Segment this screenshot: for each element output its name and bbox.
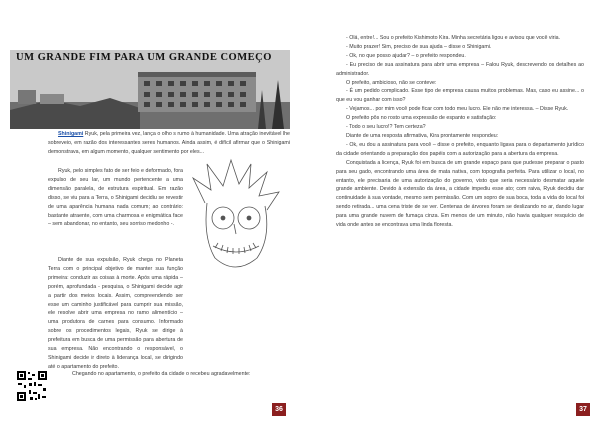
paragraph: - Olá, entre!... Sou o prefeito Kishimoto Kira. Minha secretária ligou e avisou que você viria. xyxy=(346,35,561,41)
banner-title: UM GRANDE FIM PARA UM GRANDE COMEÇO xyxy=(16,52,272,63)
paragraph-text: Ryuk, pela primeira vez, lança o olho s rumo à humanidade. Uma atração inevitável lhe sobreveio, em razão dos interessantes seres humanos. Ainda assim, é difícil afirmar que o Shinigami demonstrava, em algum momento, qualquer sentimento por eles... xyxy=(48,131,290,155)
paragraph: Diante de sua expulsão, Ryuk chega no Planeta Terra com o principal objetivo de manter sua função primeira: conduzir as coisas à morte. Após uma rápida – porém, aprofundada - pesquisa, o Shinigami decide agir a partir dos meios locais. Assim, compreendendo ser esse um caminho justificável para cumprir sua missão, ele resolve abrir uma empresa no ramo alimentício – uma produtora de carnes para consumo. Informado sobre os procedimentos legais, Ryuk se dirige à prefeitura em busca de uma permissão para abertura de sua empresa. Não encontrando o responsável, o Shinigami decide ir direto à liderança local, se dirigindo até o apartamento do prefeito. xyxy=(48,257,183,370)
ryuk-sketch-illustration xyxy=(185,158,285,288)
shinigami-link[interactable]: Shinigami xyxy=(58,131,84,137)
paragraph: O prefeito pôs no rosto uma expressão de espanto e satisfação: xyxy=(346,115,497,122)
qr-code xyxy=(16,370,48,402)
left-body-top xyxy=(48,130,290,157)
paragraph: - Vejamos... por mim você pode ficar com todo meu lucro. Ele não me interessa. – Disse Ryuk. xyxy=(346,106,569,113)
chapter-banner xyxy=(10,50,290,129)
paragraph: O prefeito, ambicioso, não se conteve: xyxy=(346,79,437,86)
paragraph: - É um pedido complicado. Esse tipo de empresa causa muitos problemas. Mas, caso eu assine... o que eu vou ganhar com isso? xyxy=(336,88,584,104)
left-body-final xyxy=(62,370,290,379)
paragraph: - Ok, no que posso ajudar? – o prefeito respondeu. xyxy=(346,52,466,59)
right-body xyxy=(336,34,584,230)
paragraph: Chegando no apartamento, o prefeito da cidade o recebeu agradavelmente: xyxy=(72,371,251,377)
paragraph: - Ok, eu dou a assinatura para você – disse o prefeito, enquanto ligava para o departamento jurídico da cidade orientando a preparação dos papéis com a autorização para a abertura da empresa. xyxy=(336,141,584,157)
right-page xyxy=(300,0,600,424)
paragraph: - Eu preciso de sua assinatura para abrir uma empresa – Falou Ryuk, descrevendo os detalhes ao administrador. xyxy=(336,61,584,77)
paragraph: Diante de uma resposta afirmativa, Kira prontamente respondeu: xyxy=(346,132,499,139)
paragraph: Conquistada a licença, Ryuk foi em busca de um grande espaço para que pudesse preparar o pasto para seu gado, encontrando uma área de mata nativa, com topografia perfeita. Para utilizar o local, no entanto, ele precisaria de uma autorização do governo, visto que seria necessário desmatar aquele grande ambiente. Devido à extensão da área, a cidade impediu esse ato; com raiva, Ryuk decidiu dar continuidade à sua vontade, mesmo sem permissão. Com um sopro de sua boca, toda a vida do local foi sendo retirada... uma cena triste de se ver. Centenas de árvores foram se deslizando no ar, dando lugar para uma grande nuvem de fumaça cinza. Em menos de um minuto, não havia qualquer resquício de vida onde antes se encontrava uma linda floresta. xyxy=(336,159,584,229)
left-body-narrow xyxy=(48,167,183,229)
paragraph: Ryuk, pelo simples fato de ser feio e deformado, fora expulso de seu lar, um mundo pertencente a uma dimensão paralela, de estrutura espiritual. Em razão disso, se viu para a Terra, o Shinigami decidiu se revestir de uma aparência humana nada comum; ao contrário: bastante atraente, com uma charmosa e enigmática face – sem abandonar, no entanto, seu sorriso medonho -. xyxy=(48,168,183,228)
page-number: 36 xyxy=(272,403,286,416)
paragraph xyxy=(48,130,290,157)
paragraph: - Muito prazer! Sim, preciso de sua ajuda – disse o Shinigami. xyxy=(346,43,492,50)
page-number: 37 xyxy=(576,403,590,416)
paragraph: - Todo o seu lucro!? Tem certeza? xyxy=(346,124,426,131)
